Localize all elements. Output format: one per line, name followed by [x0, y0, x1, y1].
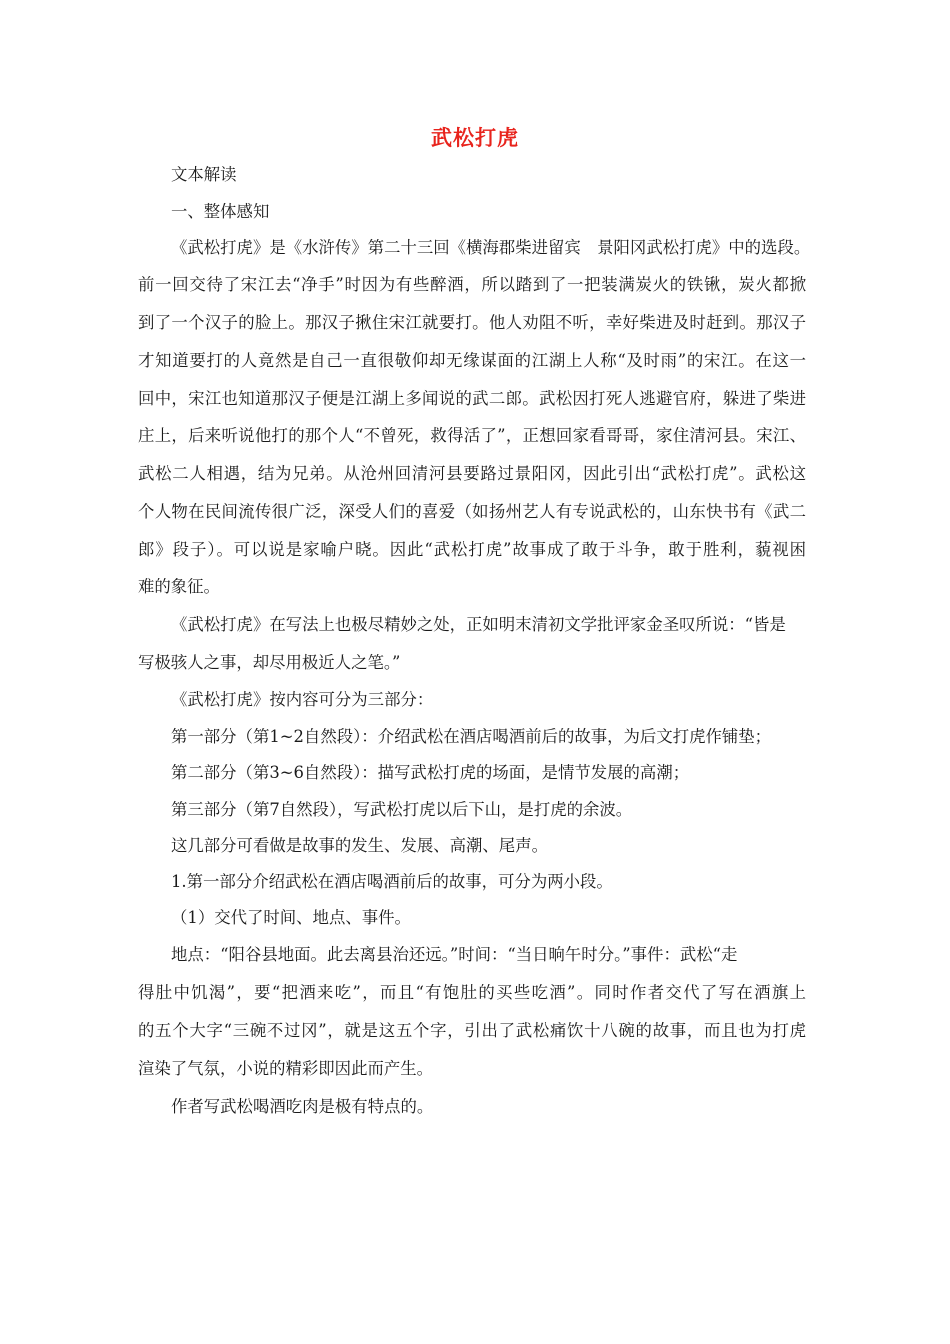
- text-line: 到了一个汉子的脸上。那汉子揪住宋江就要打。他人劝阻不听，幸好柴进及时赶到。那汉子: [138, 313, 806, 332]
- text-line: 难的象征。: [138, 577, 220, 596]
- text-line: 庄上，后来听说他打的那个人“不曾死，救得活了”，正想回家看哥哥，家住清河县。宋江、: [138, 426, 806, 445]
- text-line: 渲染了气氛，小说的精彩即因此而产生。: [138, 1059, 434, 1078]
- text-line: （1）交代了时间、地点、事件。: [171, 908, 411, 927]
- text-line: 《武松打虎》在写法上也极尽精妙之处，正如明末清初文学批评家金圣叹所说：“皆是: [171, 615, 786, 634]
- text-line: 才知道要打的人竟然是自己一直很敬仰却无缘谋面的江湖上人称“及时雨”的宋江。在这一: [138, 351, 806, 370]
- text-line: 个人物在民间流传很广泛，深受人们的喜爱（如扬州艺人有专说武松的，山东快书有《武二: [138, 502, 806, 521]
- text-line: 作者写武松喝酒吃肉是极有特点的。: [171, 1097, 434, 1116]
- document-title: 武松打虎: [431, 126, 519, 150]
- text-line: 《武松打虎》按内容可分为三部分：: [171, 690, 434, 709]
- text-line: 写极骇人之事，却尽用极近人之笔。”: [138, 653, 401, 672]
- text-line: 郎》段子）。可以说是家喻户晓。因此“武松打虎”故事成了敢于斗争，敢于胜利，藐视困: [138, 540, 806, 559]
- text-line: 的五个大字“三碗不过冈”，就是这五个字，引出了武松痛饮十八碗的故事，而且也为打虎: [138, 1021, 806, 1040]
- text-line: 回中，宋江也知道那汉子便是江湖上多闻说的武二郎。武松因打死人逃避官府，躲进了柴进: [138, 389, 806, 408]
- text-line: 第三部分（第7自然段），写武松打虎以后下山，是打虎的余波。: [171, 800, 633, 819]
- text-line: 第二部分（第3~6自然段）：描写武松打虎的场面，是情节发展的高潮；: [171, 763, 690, 782]
- text-line: 第一部分（第1~2自然段）：介绍武松在酒店喝酒前后的故事，为后文打虎作铺垫；: [171, 727, 772, 746]
- text-line: 这几部分可看做是故事的发生、发展、高潮、尾声。: [171, 836, 548, 855]
- text-line: 武松二人相遇，结为兄弟。从沧州回清河县要路过景阳冈，因此引出“武松打虎”。武松这: [138, 464, 806, 483]
- text-line: 地点：“阳谷县地面。此去离县治还远。”时间：“当日晌午时分。”事件：武松“走: [171, 945, 738, 964]
- text-line: 文本解读: [171, 165, 237, 184]
- text-line: 得肚中饥渴”，要“把酒来吃”，而且“有饱肚的买些吃酒”。同时作者交代了写在酒旗上: [138, 983, 806, 1002]
- text-line: 一、整体感知: [171, 202, 270, 221]
- text-line: 《武松打虎》是《水浒传》第二十三回《横海郡柴进留宾 景阳冈武松打虎》中的选段。: [171, 238, 811, 257]
- text-line: 1.第一部分介绍武松在酒店喝酒前后的故事，可分为两小段。: [171, 872, 613, 891]
- text-line: 前一回交待了宋江去“净手”时因为有些醉酒，所以踏到了一把装满炭火的铁锹，炭火都掀: [138, 275, 806, 294]
